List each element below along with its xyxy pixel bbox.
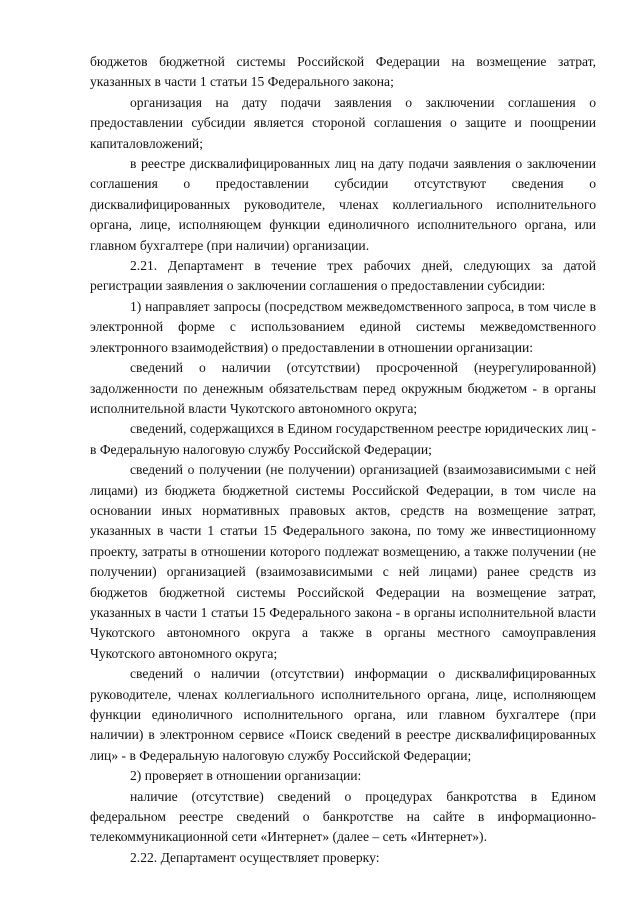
paragraph-bankruptcy-registry: наличие (отсутствие) сведений о процедурах банкротства в Едином федеральном реестре сведений о банкротстве на сайте в информационно-телекоммуникационной сети «Интернет» (далее – сеть «Интернет»).	[90, 788, 596, 845]
paragraph-overdue-debt: сведений о наличии (отсутствии) просроченной (неурегулированной) задолженности по денежным обязательствам перед окружным бюджетом - в органы исполнительной власти Чукотского автономного округа;	[90, 360, 596, 416]
paragraph-disqualified-service: сведений о наличии (отсутствии) информации о дисквалифицированных руководителе, членах коллегиального исполнительного органа, лице, исполняющем функции единоличного исполнительного органа, или главном бухгалтере (при наличии) в электронном сервисе «Поиск сведений в реестре дисквалифицированных лиц» - в Федеральную налоговую службу Российской Федерации;	[90, 666, 596, 763]
paragraph-clause-2-21: 2.21. Департамент в течение трех рабочих дней, следующих за датой регистрации заявления о заключении соглашения о предоставлении субсидии:	[90, 258, 596, 294]
paragraph-legal-entities-registry: сведений, содержащихся в Едином государственном реестре юридических лиц - в Федеральную налоговую службу Российской Федерации;	[90, 421, 596, 457]
paragraph-item-2-checks: 2) проверяет в отношении организации:	[130, 768, 362, 784]
paragraph-capital-investment: организация на дату подачи заявления о заключении соглашения о предоставлении субсидии является стороной соглашения о защите и поощрении капиталовложений;	[90, 94, 596, 151]
paragraph-budget-funds-received: сведений о получении (не получении) организацией (взаимозависимыми с ней лицами) из бюджета бюджетной системы Российской Федерации, в том числе на основании иных нормативных правовых актов, средств на возмещение затрат, указанных в части 1 статьи 15 Федерального закона, по тому же инвестиционному проекту, затраты в отношении которого подлежат возмещению, а также получении (не получении) организацией (взаимозависимыми с ней лицами) ранее средств из бюджетов бюджетной системы Российской Федерации на возмещение затрат, указанных в части 1 статьи 15 Федерального закона - в органы исполнительной власти Чукотского автономного округа а также в органы местного самоуправления Чукотского автономного округа;	[90, 462, 596, 661]
paragraph-clause-2-22: 2.22. Департамент осуществляет проверку:	[130, 849, 380, 865]
paragraph-item-1-requests: 1) направляет запросы (посредством межведомственного запроса, в том числе в электронной форме с использованием единой системы межведомственного электронного взаимодействия) о предоставлении в отношении организации:	[90, 298, 596, 355]
paragraph-disqualified-registry: в реестре дисквалифицированных лиц на дату подачи заявления о заключении соглашения о предоставлении субсидии отсутствуют сведения о дисквалифицированных руководителе, членах коллегиального исполнительного органа, лице, исполняющем функции единоличного исполнительного органа, или главном бухгалтере (при наличии) организации.	[90, 156, 596, 253]
paragraph-continuation: бюджетов бюджетной системы Российской Федерации на возмещение затрат, указанных в части 1 статьи 15 Федерального закона;	[90, 54, 596, 90]
